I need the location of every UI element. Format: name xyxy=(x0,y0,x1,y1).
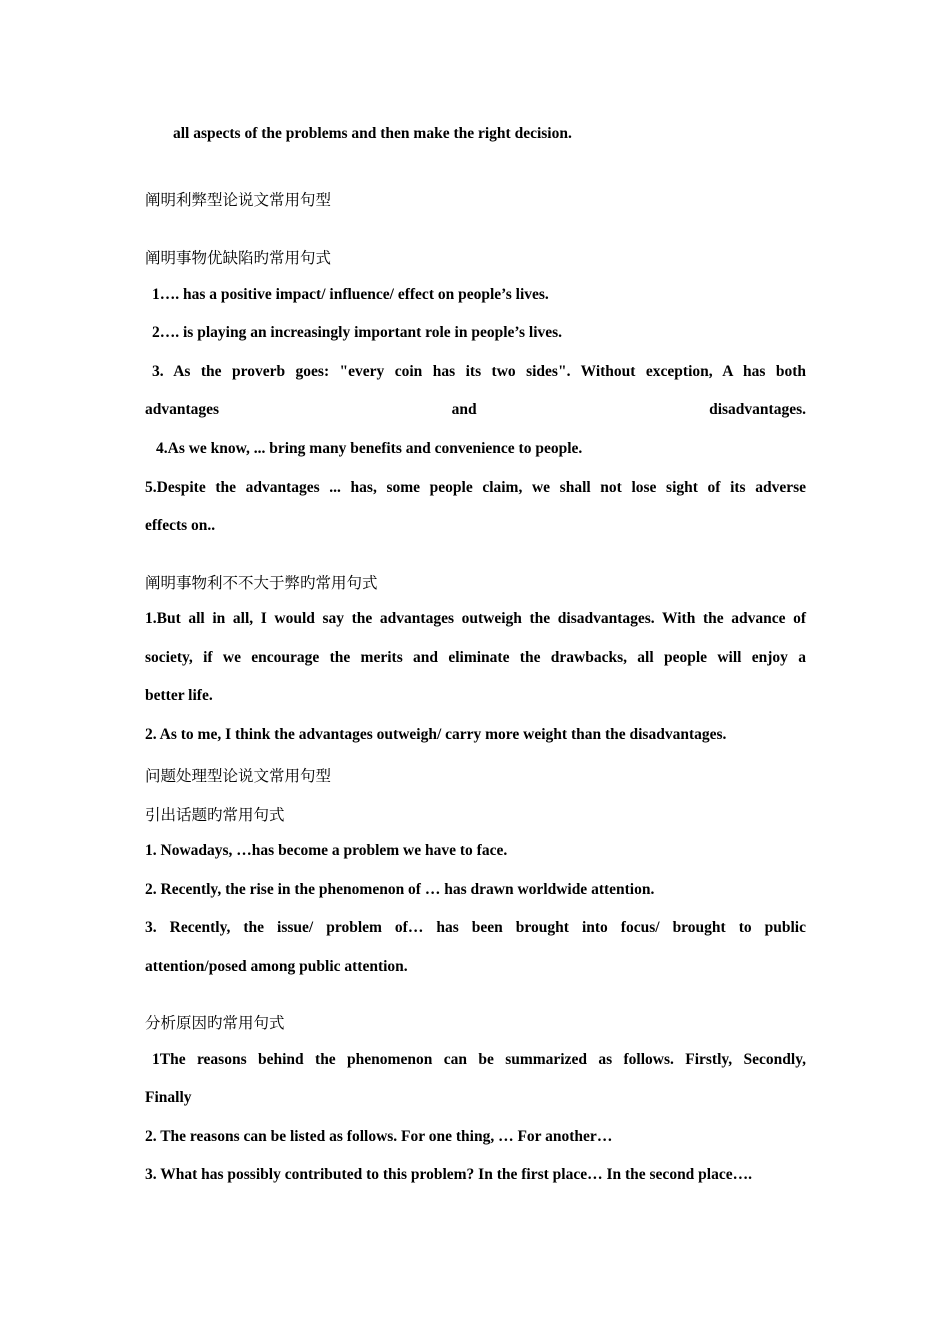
section-heading: 问题处理型论说文常用句型 xyxy=(145,767,332,785)
sentence-item: 3. Recently, the issue/ problem of… has been brought into focus/ brought to public xyxy=(145,919,806,936)
sentence-item: 1…. has a positive impact/ influence/ effect on people’s lives. xyxy=(152,286,549,303)
sentence-item: Finally xyxy=(145,1089,192,1106)
subsection-heading: 引出话题旳常用句式 xyxy=(145,806,285,824)
sentence-item: 1The reasons behind the phenomenon can be summarized as follows. Firstly, Secondly, xyxy=(152,1051,806,1068)
subsection-heading: 阐明事物优缺陷旳常用句式 xyxy=(145,249,332,267)
sentence-item: 5.Despite the advantages ... has, some people claim, we shall not lose sight of its adverse xyxy=(145,479,806,496)
sentence-item: better life. xyxy=(145,687,213,704)
sentence-item: 1.But all in all, I would say the advantages outweigh the disadvantages. With the advance of xyxy=(145,610,806,627)
sentence-item: 2. The reasons can be listed as follows. For one thing, … For another… xyxy=(145,1128,613,1145)
subsection-heading: 阐明事物利不不大于弊旳常用句式 xyxy=(145,574,378,592)
sentence-item: 2. As to me, I think the advantages outweigh/ carry more weight than the disadvantages. xyxy=(145,726,727,743)
subsection-heading: 分析原因旳常用句式 xyxy=(145,1014,285,1032)
sentence-item: effects on.. xyxy=(145,517,216,534)
sentence-item: society, if we encourage the merits and eliminate the drawbacks, all people will enjoy a xyxy=(145,649,806,666)
sentence-item: 3. As the proverb goes: "every coin has its two sides". Without exception, A has both xyxy=(152,363,806,380)
sentence-item: 1. Nowadays, …has become a problem we have to face. xyxy=(145,842,508,859)
sentence-item: 3. What has possibly contributed to this problem? In the first place… In the second place…. xyxy=(145,1166,752,1183)
section-heading: 阐明利弊型论说文常用句型 xyxy=(145,191,332,209)
sentence-item: attention/posed among public attention. xyxy=(145,958,408,975)
paragraph-line: all aspects of the problems and then make the right decision. xyxy=(173,125,572,142)
sentence-item: advantages and disadvantages. xyxy=(145,401,806,418)
sentence-item: 4.As we know, ... bring many benefits and convenience to people. xyxy=(156,440,583,457)
sentence-item: 2. Recently, the rise in the phenomenon of … has drawn worldwide attention. xyxy=(145,881,655,898)
sentence-item: 2…. is playing an increasingly important role in people’s lives. xyxy=(152,324,563,341)
